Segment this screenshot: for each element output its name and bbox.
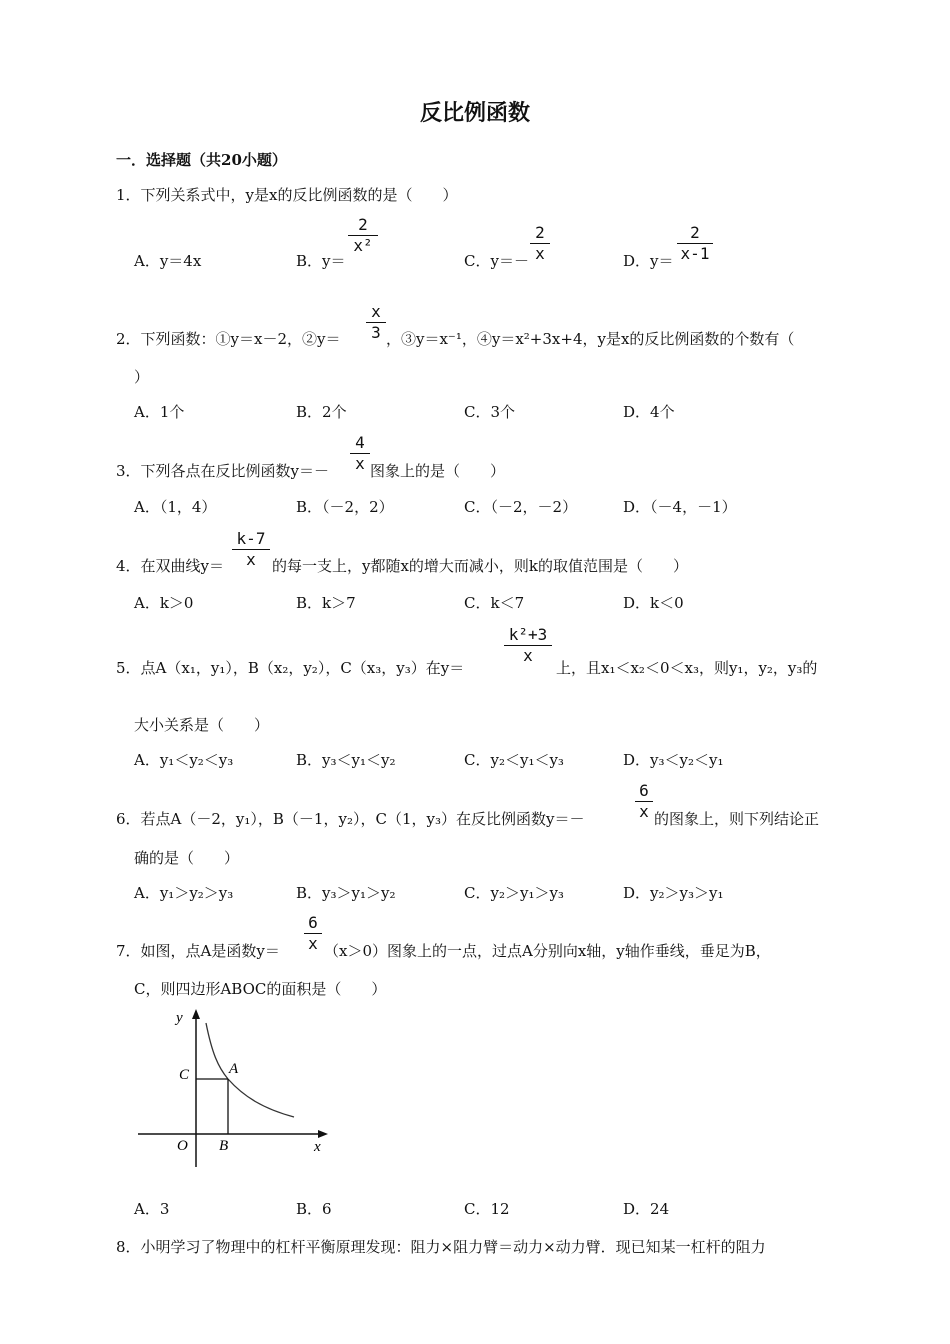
q7-option-d: D．24	[623, 1200, 670, 1218]
q4-fraction	[232, 530, 270, 569]
fraction-numerator: k²+3	[508, 625, 548, 644]
label-c: C	[179, 1067, 190, 1083]
q2-fraction	[366, 303, 386, 342]
fraction-denominator: x	[639, 802, 649, 821]
fraction-numerator: 2	[690, 223, 700, 242]
question-3-stem-a: 3．下列各点在反比例函数y＝－	[116, 462, 330, 480]
y-axis-arrow	[192, 1009, 200, 1019]
q7-fraction	[304, 914, 322, 953]
question-5-stem-b: 上，且x₁＜x₂＜0＜x₃，则y₁，y₂，y₃的	[556, 659, 818, 677]
q4-option-c: C．k＜7	[464, 594, 525, 612]
q3-option-d: D．（－4，－1）	[623, 498, 737, 516]
q4-option-a: A．k＞0	[134, 594, 194, 612]
q2-option-a: A．1个	[134, 403, 185, 421]
q7-figure-graph	[134, 1005, 334, 1175]
fraction-denominator: x	[308, 934, 318, 953]
label-y: y	[176, 1010, 183, 1026]
page-title: 反比例函数	[419, 100, 530, 126]
q6-option-c: C．y₂＞y₁＞y₃	[464, 884, 564, 902]
q6-fraction	[635, 782, 653, 821]
label-a: A	[229, 1061, 239, 1077]
fraction-numerator: k-7	[236, 529, 266, 548]
fraction-denominator: x²	[353, 236, 373, 255]
q6-option-b: B．y₃＞y₁＞y₂	[296, 884, 396, 902]
question-1-stem: 1．下列关系式中，y是x的反比例函数的是（ ）	[116, 186, 458, 204]
q2-option-d: D．4个	[623, 403, 675, 421]
question-7-stem-b: （x＞0）图象上的一点，过点A分别向x轴，y轴作垂线，垂足为B，	[324, 942, 771, 960]
question-7-stem-c: C，则四边形ABOC的面积是（ ）	[134, 980, 387, 998]
label-o: O	[177, 1138, 188, 1154]
q5-option-a: A．y₁＜y₂＜y₃	[134, 751, 234, 769]
question-2-stem-b: ，③y＝x⁻¹，④y＝x²+3x+4，y是x的反比例函数的个数有（	[386, 330, 795, 348]
question-2-stem-c: ）	[134, 368, 150, 386]
fraction-numerator: 6	[308, 913, 318, 932]
question-5-stem-c: 大小关系是（ ）	[134, 716, 270, 734]
q7-option-a: A．3	[134, 1200, 170, 1218]
fraction-denominator: x	[355, 454, 365, 473]
q6-option-a: A．y₁＞y₂＞y₃	[134, 884, 234, 902]
q1-option-d-prefix: D．y＝	[623, 252, 674, 270]
q3-option-b: B．（－2，2）	[296, 498, 394, 516]
fraction-numerator: 2	[358, 215, 368, 234]
question-4-stem-b: 的每一支上，y都随x的增大而减小，则k的取值范围是（ ）	[272, 557, 689, 575]
q2-option-b: B．2个	[296, 403, 347, 421]
q7-option-c: C．12	[464, 1200, 510, 1218]
fraction-denominator: x	[523, 646, 533, 665]
question-7-stem-a: 7．如图，点A是函数y＝	[116, 942, 280, 960]
fraction-numerator: x	[371, 302, 381, 321]
q3-option-a: A．（1，4）	[134, 498, 217, 516]
label-b: B	[219, 1138, 229, 1154]
fraction-denominator: 3	[371, 323, 381, 342]
fraction-numerator: 2	[535, 223, 545, 242]
hyperbola-curve	[206, 1023, 294, 1117]
q5-option-b: B．y₃＜y₁＜y₂	[296, 751, 396, 769]
question-6-stem-a: 6．若点A（－2，y₁），B（－1，y₂），C（1，y₃）在反比例函数y＝－	[116, 810, 585, 828]
q6-option-d: D．y₂＞y₃＞y₁	[623, 884, 724, 902]
label-x: x	[314, 1139, 321, 1155]
fraction-numerator: 6	[639, 781, 649, 800]
fraction-denominator: x	[246, 550, 256, 569]
question-2-stem-a: 2．下列函数：①y＝x－2，②y＝	[116, 330, 341, 348]
q7-option-b: B．6	[296, 1200, 332, 1218]
q5-option-d: D．y₃＜y₂＜y₁	[623, 751, 724, 769]
question-6-stem-b: 的图象上，则下列结论正	[654, 810, 820, 828]
fraction-numerator: 4	[355, 433, 365, 452]
fraction-denominator: x-1	[680, 244, 710, 263]
q5-fraction	[504, 626, 552, 665]
question-3-stem-b: 图象上的是（ ）	[370, 462, 506, 480]
x-axis-arrow	[318, 1130, 328, 1138]
q4-option-b: B．k＞7	[296, 594, 356, 612]
q3-option-c: C．（－2，－2）	[464, 498, 578, 516]
q1-option-b-prefix: B．y＝	[296, 252, 346, 270]
q1-option-b-fraction	[348, 216, 378, 255]
question-4-stem-a: 4．在双曲线y＝	[116, 557, 225, 575]
q2-option-c: C．3个	[464, 403, 516, 421]
q1-option-c-prefix: C．y＝－	[464, 252, 529, 270]
q1-option-c-fraction	[530, 224, 550, 263]
q1-option-a: A．y＝4x	[134, 252, 202, 270]
question-8-stem: 8．小明学习了物理中的杠杆平衡原理发现：阻力×阻力臂＝动力×动力臂．现已知某一杠杆的阻力	[116, 1238, 766, 1256]
q3-fraction	[350, 434, 370, 473]
question-6-stem-c: 确的是（ ）	[134, 849, 240, 867]
q4-option-d: D．k＜0	[623, 594, 684, 612]
fraction-denominator: x	[535, 244, 545, 263]
section-heading: 一．选择题（共20小题）	[116, 151, 287, 169]
q5-option-c: C．y₂＜y₁＜y₃	[464, 751, 564, 769]
question-5-stem-a: 5．点A（x₁，y₁），B（x₂，y₂），C（x₃，y₃）在y＝	[116, 659, 465, 677]
q1-option-d-fraction	[677, 224, 713, 263]
